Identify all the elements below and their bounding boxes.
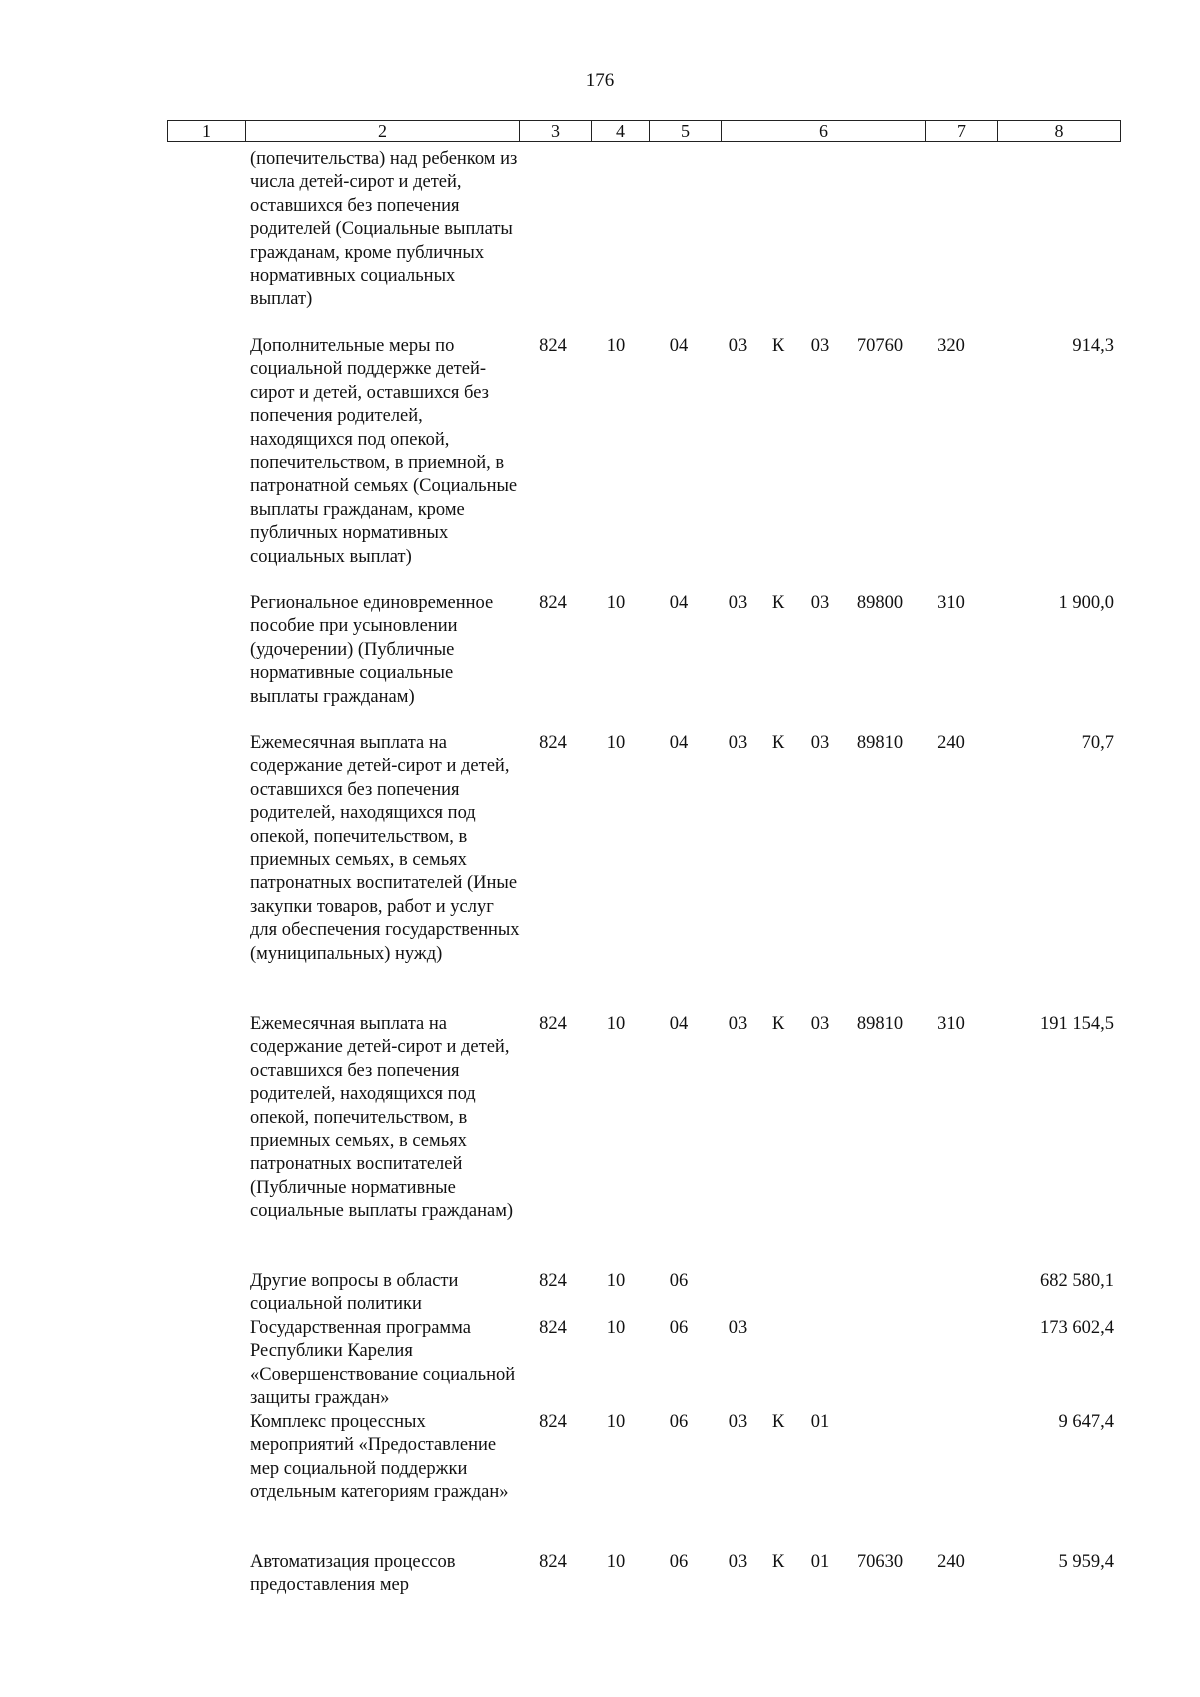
header-col-8: 8	[998, 121, 1121, 142]
cell-subprogram: 01	[810, 1412, 830, 1432]
cell-amount: 173 602,4	[1040, 1318, 1114, 1338]
cell-type: К	[771, 336, 785, 356]
header-col-5: 5	[650, 121, 722, 142]
cell-program: 03	[728, 1552, 748, 1572]
cell-subsection: 06	[669, 1271, 689, 1291]
cell-type: К	[771, 1412, 785, 1432]
row-description: Дополнительные меры по социальной поддержке детей-сирот и детей, оставшихся без попечения родителей, находящихся под опекой, попечительством, в приемной, в патронатной семьях (Социальные выплаты гражданам, кроме публичных нормативных социальных выплат)	[250, 336, 518, 567]
cell-ministry: 824	[539, 1271, 567, 1291]
header-col-1: 1	[168, 121, 246, 142]
cell-ministry: 824	[539, 1318, 567, 1338]
cell-type: К	[771, 1014, 785, 1034]
cell-subsection: 04	[669, 336, 689, 356]
cell-subsection: 04	[669, 733, 689, 753]
cell-section: 10	[606, 336, 626, 356]
cell-program: 03	[728, 1014, 748, 1034]
cell-expense-type: 310	[937, 1014, 965, 1034]
cell-section: 10	[606, 1552, 626, 1572]
row-description: Региональное единовременное пособие при усыновлении (удочерении) (Публичные нормативные социальные выплаты гражданам)	[250, 593, 494, 707]
cell-section: 10	[606, 1271, 626, 1291]
cell-subprogram: 03	[810, 733, 830, 753]
cell-subsection: 04	[669, 1014, 689, 1034]
row-description: (попечительства) над ребенком из числа детей-сирот и детей, оставшихся без попечения родителей (Социальные выплаты гражданам, кроме публичных нормативных социальных выплат)	[250, 149, 518, 310]
cell-program: 03	[728, 1412, 748, 1432]
cell-type: К	[771, 593, 785, 613]
cell-subsection: 04	[669, 593, 689, 613]
cell-amount: 70,7	[1081, 733, 1114, 753]
cell-ministry: 824	[539, 336, 567, 356]
cell-amount: 682 580,1	[1040, 1271, 1114, 1291]
cell-amount: 9 647,4	[1058, 1412, 1114, 1432]
header-col-7: 7	[926, 121, 998, 142]
cell-program: 03	[728, 336, 748, 356]
cell-ministry: 824	[539, 1552, 567, 1572]
cell-amount: 914,3	[1072, 336, 1114, 356]
cell-subprogram: 03	[810, 1014, 830, 1034]
cell-amount: 191 154,5	[1040, 1014, 1114, 1034]
cell-expense-type: 240	[937, 1552, 965, 1572]
cell-program: 03	[728, 733, 748, 753]
cell-section: 10	[606, 1014, 626, 1034]
cell-ministry: 824	[539, 1412, 567, 1432]
cell-section: 10	[606, 733, 626, 753]
table-header	[167, 120, 1121, 142]
cell-program: 03	[728, 593, 748, 613]
header-col-2: 2	[246, 121, 520, 142]
cell-section: 10	[606, 1412, 626, 1432]
row-description: Автоматизация процессов предоставления мер	[250, 1552, 456, 1596]
cell-expense-type: 240	[937, 733, 965, 753]
cell-expense-type: 320	[937, 336, 965, 356]
row-description: Другие вопросы в области социальной политики	[250, 1271, 459, 1315]
cell-type: К	[771, 1552, 785, 1572]
cell-subprogram: 03	[810, 593, 830, 613]
cell-subprogram: 01	[810, 1552, 830, 1572]
cell-expense-type: 310	[937, 593, 965, 613]
row-description: Государственная программа Республики Карелия «Совершенствование социальной защиты граждан»	[250, 1318, 516, 1409]
header-col-3: 3	[520, 121, 592, 142]
header-col-6: 6	[722, 121, 926, 142]
cell-subsection: 06	[669, 1318, 689, 1338]
header-col-4: 4	[592, 121, 650, 142]
row-description: Ежемесячная выплата на содержание детей-сирот и детей, оставшихся без попечения родителей, находящихся под опекой, попечительством, в приемных семьях, в семьях патронатных воспитателей (Иные закупки товаров, работ и услуг для обеспечения государственных (муниципальных) нужд)	[250, 733, 520, 964]
cell-direction: 89810	[856, 733, 904, 753]
cell-ministry: 824	[539, 1014, 567, 1034]
row-description: Комплекс процессных мероприятий «Предоставление мер социальной поддержки отдельным категориям граждан»	[250, 1412, 509, 1503]
cell-program: 03	[728, 1318, 748, 1338]
cell-subsection: 06	[669, 1412, 689, 1432]
cell-direction: 70760	[856, 336, 904, 356]
row-description: Ежемесячная выплата на содержание детей-сирот и детей, оставшихся без попечения родителей, находящихся под опекой, попечительством, в приемных семьях, в семьях патронатных воспитателей (Публичные нормативные социальные выплаты гражданам)	[250, 1014, 514, 1222]
cell-direction: 70630	[856, 1552, 904, 1572]
cell-direction: 89800	[856, 593, 904, 613]
cell-section: 10	[606, 1318, 626, 1338]
cell-subsection: 06	[669, 1552, 689, 1572]
cell-direction: 89810	[856, 1014, 904, 1034]
cell-ministry: 824	[539, 733, 567, 753]
cell-amount: 5 959,4	[1058, 1552, 1114, 1572]
page-number: 176	[585, 70, 615, 91]
cell-type: К	[771, 733, 785, 753]
cell-subprogram: 03	[810, 336, 830, 356]
cell-ministry: 824	[539, 593, 567, 613]
cell-section: 10	[606, 593, 626, 613]
cell-amount: 1 900,0	[1058, 593, 1114, 613]
